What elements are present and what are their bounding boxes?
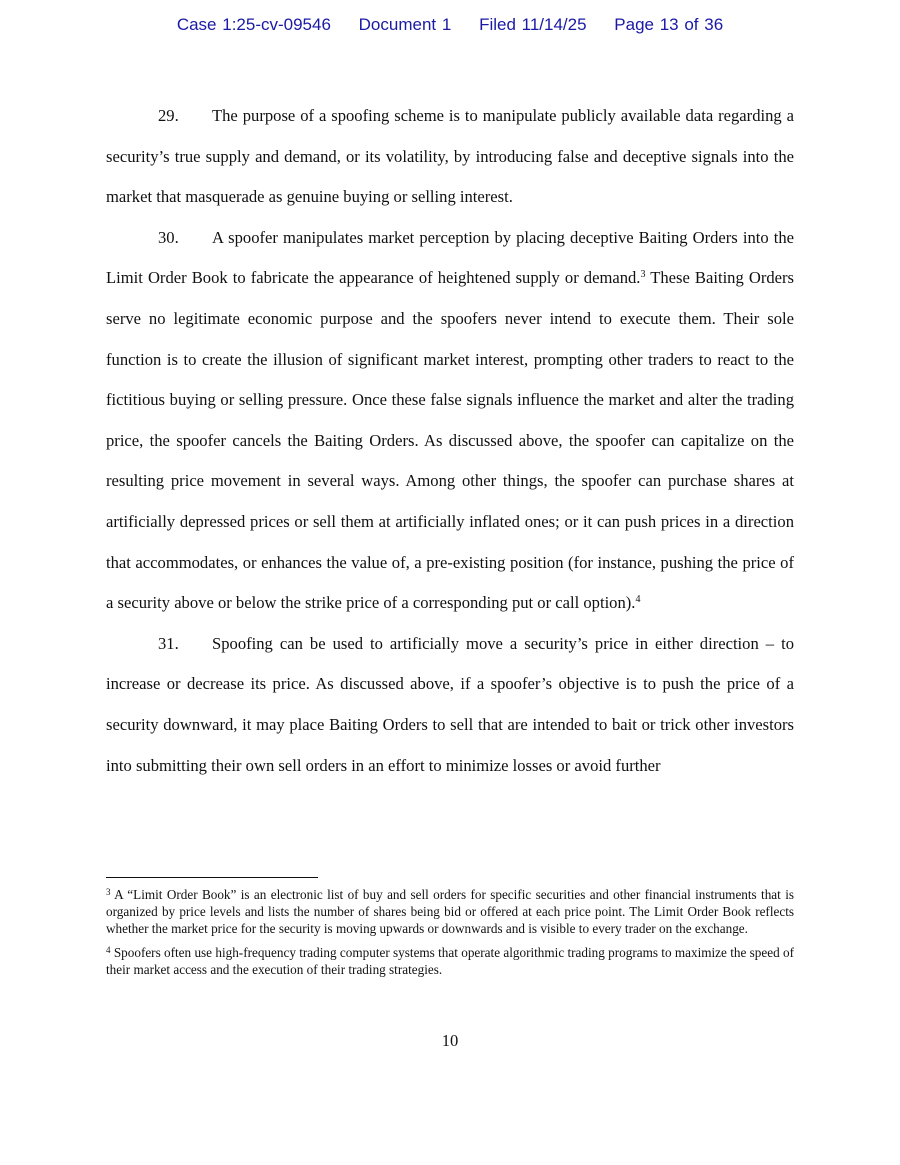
document-number: Document 1 <box>358 15 452 34</box>
paragraph-30 <box>106 218 794 624</box>
page-number: 10 <box>441 1031 459 1050</box>
footnote-text: A “Limit Order Book” is an electronic list of buy and sell orders for specific securities and other financial instruments that is organized by price levels and lists the number of shares being bid or offered at each price point. The Limit Order Book reflects whether the market price for the security is moving upwards or downwards and is visible to every trader on the exchange. <box>106 887 794 936</box>
paragraph-number: 31. <box>158 633 179 653</box>
footnote-4 <box>106 944 794 978</box>
footnote-reference-3[interactable]: 3 <box>640 269 646 281</box>
footnote-reference-4[interactable]: 4 <box>635 594 641 606</box>
paragraph-number: 29. <box>158 106 179 125</box>
footnote-number: 4 <box>106 945 111 955</box>
footnote-3 <box>106 886 794 937</box>
footnote-number: 3 <box>106 887 111 897</box>
paragraph-text: Spoofing can be used to artificially move a security’s price in either direction – to increase or decrease its price. As discussed above, if a spoofer’s objective is to push the price of a security downward, it may place Baiting Orders to sell that are intended to bait or trick other investors into submitting their own sell orders in an effort to minimize losses or avoid further <box>106 633 794 775</box>
paragraph-29 <box>106 96 794 218</box>
paragraph-text: These Baiting Orders serve no legitimate economic purpose and the spoofers never intend to execute them. Their sole function is to create the illusion of significant market interest, prompting other traders to react to the fictitious buying or selling pressure. Once these false signals influence the market and alter the trading price, the spoofer cancels the Baiting Orders. As discussed above, the spoofer can capitalize on the resulting price movement in several ways. Among other things, the spoofer can purchase shares at artificially depressed prices or sell them at artificially inflated ones; or it can push prices in a direction that accommodates, or enhances the value of, a pre-existing position (for instance, pushing the price of a security above or below the strike price of a corresponding put or call option). <box>106 268 795 613</box>
footnote-text: Spoofers often use high-frequency trading computer systems that operate algorithmic trading programs to maximize the speed of their market access and the execution of their trading strategies. <box>106 945 794 977</box>
paragraph-text: The purpose of a spoofing scheme is to manipulate publicly available data regarding a security’s true supply and demand, or its volatility, by introducing false and deceptive signals into the market that masquerade as genuine buying or selling interest. <box>106 106 794 207</box>
footnotes <box>106 886 794 985</box>
court-filing-header <box>0 15 900 35</box>
page-of-total: Page 13 of 36 <box>614 15 724 34</box>
case-number: Case 1:25-cv-09546 <box>176 15 331 34</box>
paragraph-number: 30. <box>158 227 179 247</box>
footnote-divider <box>106 877 318 878</box>
paragraph-31 <box>106 624 794 786</box>
filed-date: Filed 11/14/25 <box>479 15 587 34</box>
paragraph-text: A spoofer manipulates market perception by placing deceptive Baiting Orders into the Limit Order Book to fabricate the appearance of heightened supply or demand. <box>106 227 794 288</box>
document-body <box>106 96 794 786</box>
